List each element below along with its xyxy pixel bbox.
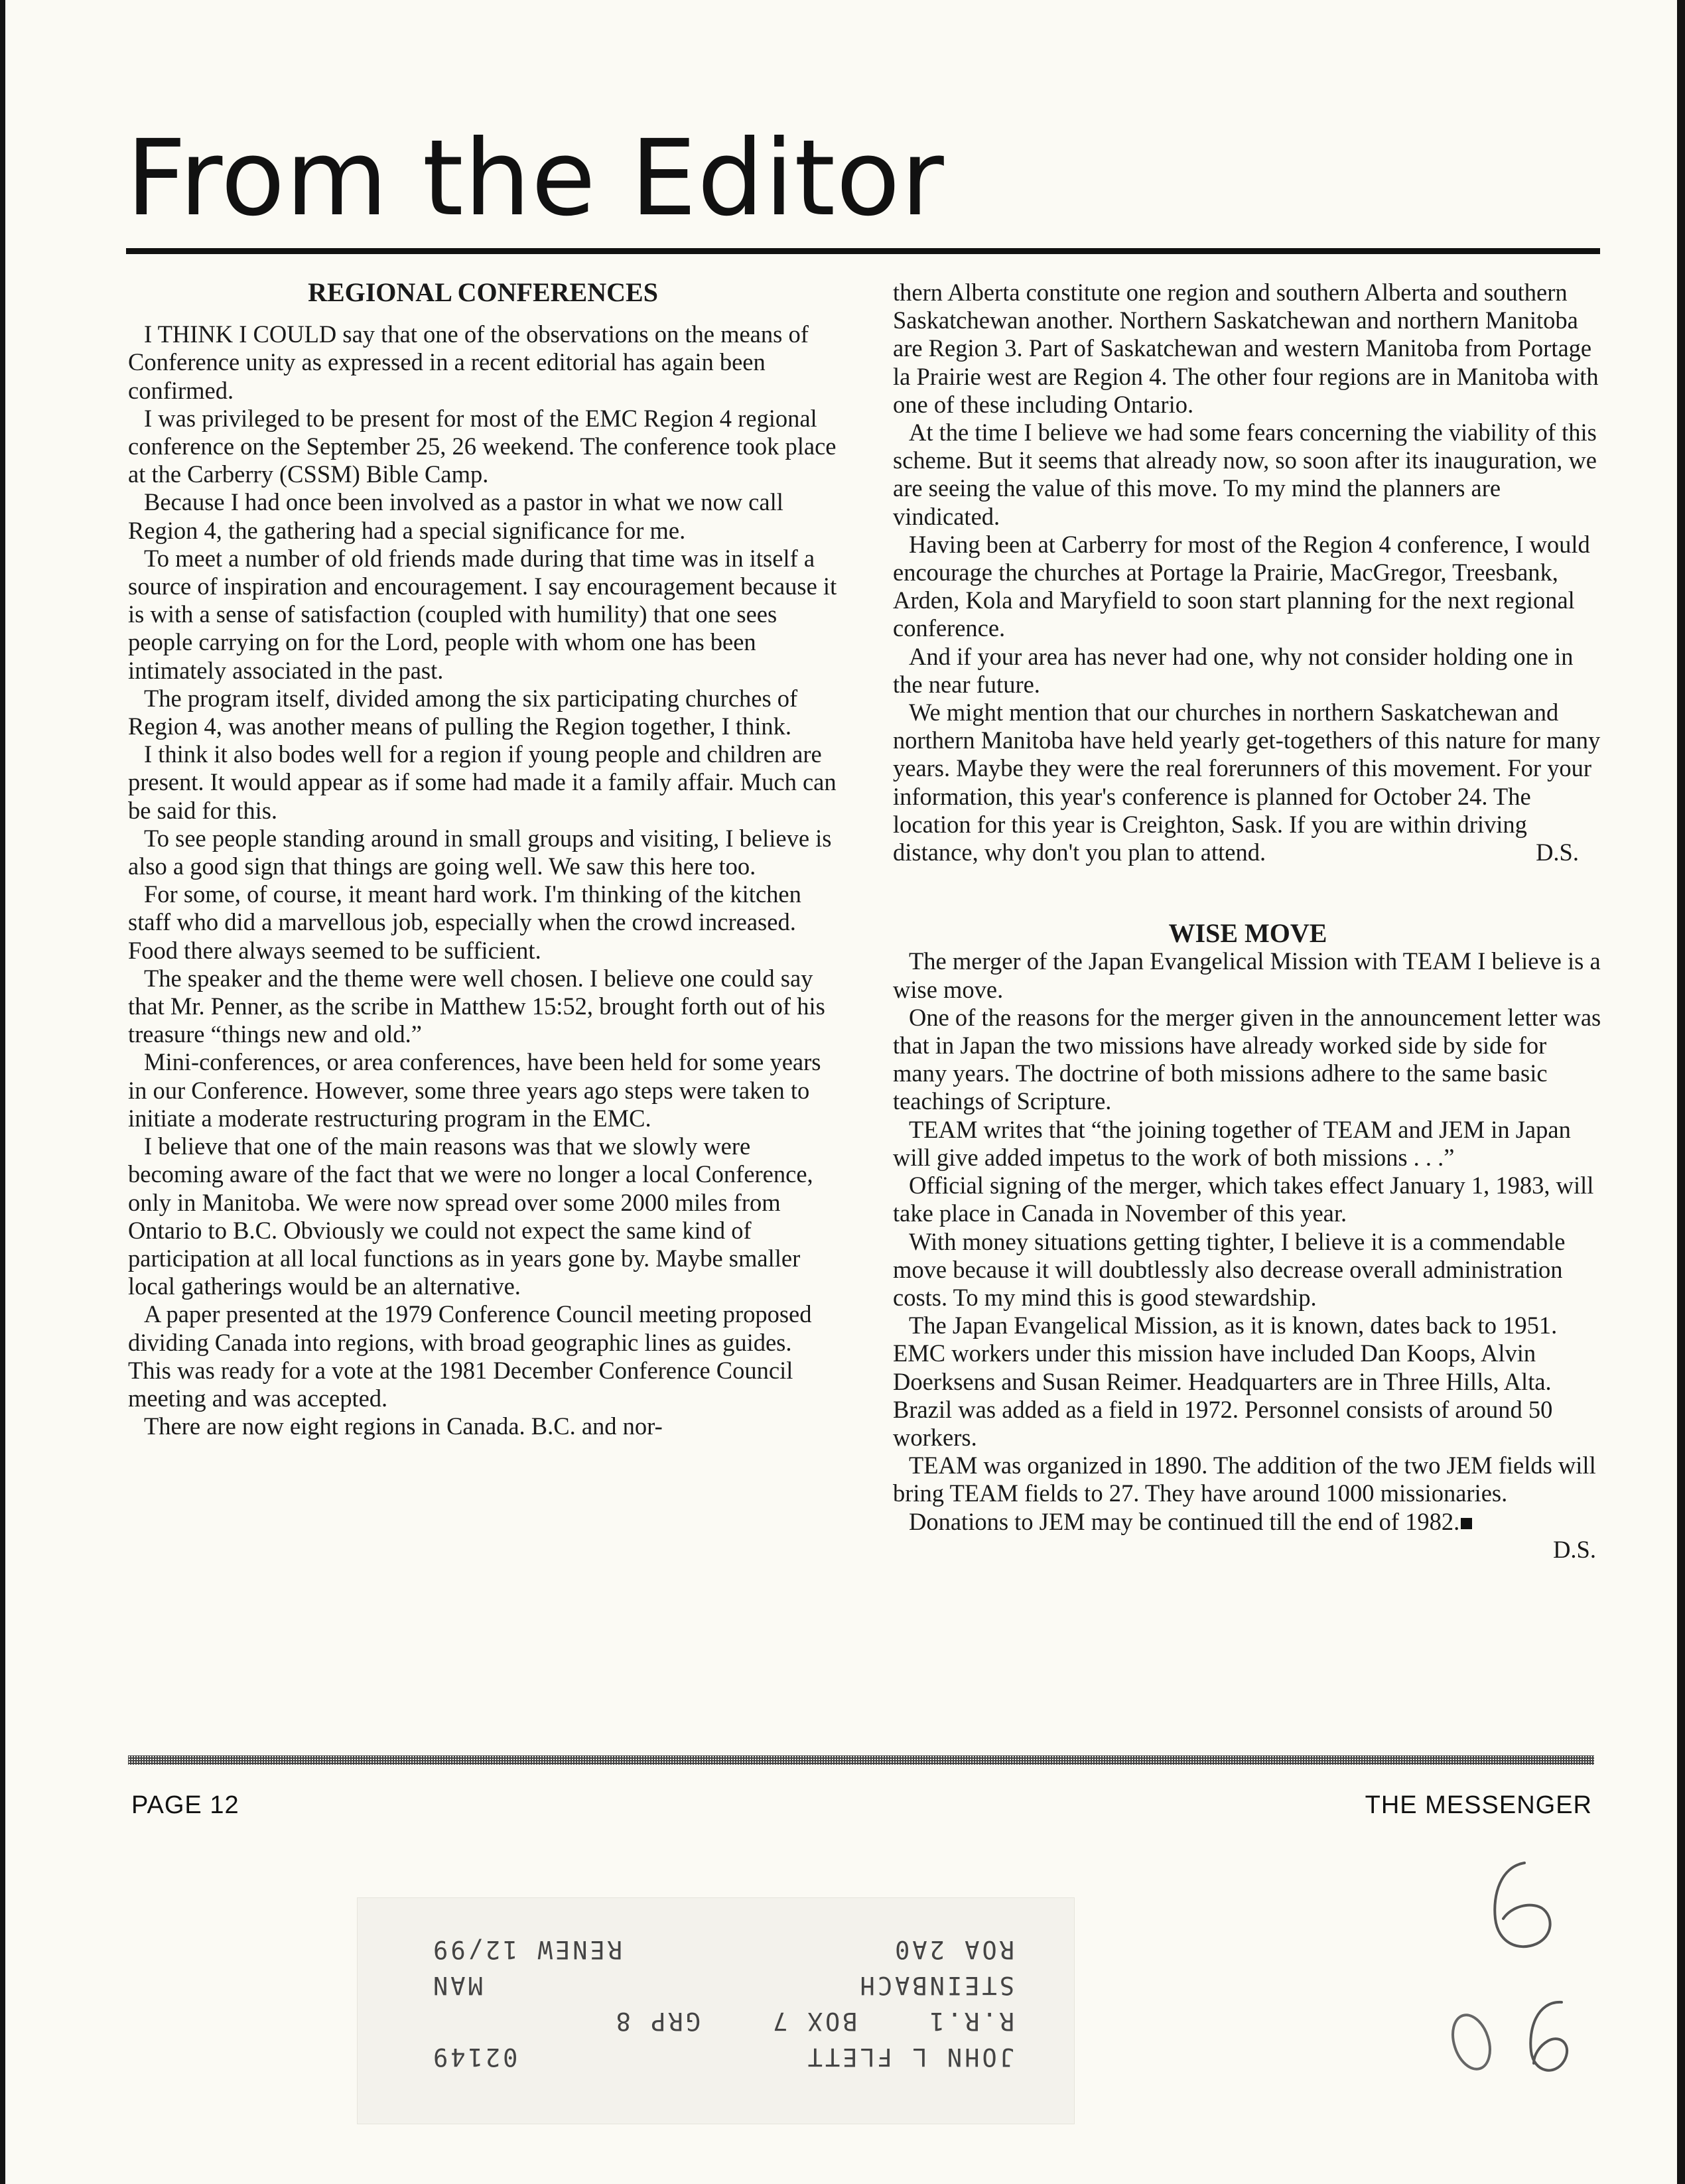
paragraph: The program itself, divided among the six participating churches of Region 4, was another means of pulling the Region together, I think.	[128, 684, 798, 740]
label-line	[431, 2003, 1014, 2039]
paragraph: I think it also bodes well for a region if young people and children are present. It would appear as if some had made it a family affair. Much can be said for this.	[128, 740, 837, 824]
paragraph: Because I had once been involved as a pastor in what we now call Region 4, the gathering had a special significance for me.	[128, 488, 783, 544]
paragraph: One of the reasons for the merger given in the announcement letter was that in Japan the two missions have already worked side by side for many years. The doctrine of both missions adhere to the same basic teachings of Scripture.	[893, 1003, 1601, 1115]
left-column	[128, 279, 838, 1440]
paragraph: And if your area has never had one, why not consider holding one in the near future.	[893, 642, 1574, 698]
footer-rule	[128, 1755, 1594, 1765]
paragraph-with-signoff	[893, 699, 1603, 866]
editor-initials: D.S.	[1553, 1535, 1596, 1563]
paragraph: Official signing of the merger, which takes effect January 1, 1983, will take place in Canada in November of this year.	[893, 1172, 1594, 1227]
paragraph: There are now eight regions in Canada. B.C. and nor-	[144, 1412, 663, 1440]
handwritten-marks	[1432, 1844, 1578, 2090]
paragraph-text: We might mention that our churches in northern Saskatchewan and northern Manitoba have held yearly get-togethers of this nature for many years. Maybe they were the real forerunners of this movement. For your information, this year's conference is planned for October 24. The location for this year is Creighton, Sask. If you are within driving distance, why don't you plan to attend.	[893, 699, 1601, 866]
page-title: From the Editor	[126, 117, 945, 239]
mailing-label-text	[431, 1931, 1014, 2075]
label-renewal: RENEW 12/99	[431, 1935, 623, 1964]
page-number: PAGE 12	[131, 1791, 239, 1819]
label-account-number: 02149	[431, 2043, 518, 2071]
paragraph: Having been at Carberry for most of the Region 4 conference, I would encourage the churches at Portage la Prairie, MacGregor, Treesbank, Arden, Kola and Maryfield to soon start planning for the next regional conference.	[893, 530, 1590, 642]
label-line	[431, 2039, 1014, 2075]
paragraph: To see people standing around in small groups and visiting, I believe is also a good sign that things are going well. We saw this here too.	[128, 824, 832, 880]
magazine-page	[5, 0, 1677, 2184]
paragraph: I THINK I COULD say that one of the observations on the means of Conference unity as expressed in a recent editorial has again been confirmed.	[128, 320, 809, 404]
paragraph: Mini-conferences, or area conferences, have been held for some years in our Conference. However, some three years ago steps were taken to initiate a moderate restructuring program in the EMC.	[128, 1048, 821, 1132]
label-postal-code: ROA 2A0	[892, 1935, 1014, 1964]
publication-name: THE MESSENGER	[1365, 1791, 1592, 1819]
paragraph: The merger of the Japan Evangelical Mission with TEAM I believe is a wise move.	[893, 947, 1601, 1003]
paragraph: The Japan Evangelical Mission, as it is known, dates back to 1951. EMC workers under this mission have included Dan Koops, Alvin Doerksens and Susan Reimer. Headquarters are in Three Hills, Alta. Brazil was added as a field in 1972. Personnel consists of around 50 workers.	[893, 1312, 1558, 1451]
paragraph: TEAM was organized in 1890. The addition of the two JEM fields will bring TEAM fields to 27. They have around 1000 missionaries.	[893, 1452, 1596, 1507]
paragraph: I was privileged to be present for most of the EMC Region 4 regional conference on the September 25, 26 weekend. The conference took place at the Carberry (CSSM) Bible Camp.	[128, 404, 837, 488]
label-name: JOHN L FLETT	[805, 2043, 1014, 2071]
label-province: MAN	[431, 1971, 483, 2000]
label-route: R.R.1 BOX 7 GRP 8	[613, 2007, 1014, 2035]
title-rule	[126, 248, 1600, 254]
wise-move-heading: WISE MOVE	[1168, 918, 1327, 949]
end-mark-icon	[1461, 1518, 1472, 1529]
label-line	[431, 1931, 1014, 1967]
paragraph	[893, 1508, 1603, 1536]
paragraph-text: Donations to JEM may be continued till the end of 1982.	[909, 1507, 1460, 1535]
continued-paragraph: thern Alberta constitute one region and southern Alberta and southern Saskatchewan another. Northern Saskatchewan and northern Manitoba are Region 3. Part of Saskatchewan and western Manitoba from Portage la Prairie west are Region 4. The other four regions are in Manitoba with one of these including Ontario.	[893, 279, 1599, 418]
paragraph: At the time I believe we had some fears concerning the viability of this scheme. But it seems that already now, so soon after its inauguration, we are seeing the value of this move. To my mind the planners are vindicated.	[893, 419, 1597, 530]
paragraph: For some, of course, it meant hard work. I'm thinking of the kitchen staff who did a marvellous job, especially when the crowd increased. Food there always seemed to be sufficient.	[128, 880, 801, 964]
editor-initials: D.S.	[1536, 839, 1579, 866]
label-line	[431, 1967, 1014, 2003]
label-town: STEINBACH	[857, 1971, 1014, 2000]
regional-conferences-heading: REGIONAL CONFERENCES	[308, 277, 658, 307]
paragraph: With money situations getting tighter, I believe it is a commendable move because it will doubtlessly also decrease overall administration costs. To my mind this is good stewardship.	[893, 1227, 1566, 1311]
paragraph: I believe that one of the main reasons was that we slowly were becoming aware of the fact that we were no longer a local Conference, only in Manitoba. We were now spread over some 2000 miles from Ontario to B.C. Obviously we could not expect the same kind of participation at all local functions as in years gone by. Maybe smaller local gatherings would be an alternative.	[128, 1132, 813, 1300]
paragraph: To meet a number of old friends made during that time was in itself a source of inspiration and encouragement. I say encouragement because it is with a sense of satisfaction (coupled with humility) that one sees people carrying on for the Lord, people with whom one has been intimately associated in the past.	[128, 544, 837, 684]
wise-move-section	[893, 920, 1603, 1564]
paragraph: A paper presented at the 1979 Conference Council meeting proposed dividing Canada into regions, with broad geographic lines as guides. This was ready for a vote at the 1981 December Conference Council meeting and was accepted.	[128, 1300, 812, 1412]
paragraph: The speaker and the theme were well chosen. I believe one could say that Mr. Penner, as the scribe in Matthew 15:52, brought forth out of his treasure “things new and old.”	[128, 964, 825, 1048]
right-column	[893, 279, 1603, 1564]
mailing-label	[357, 1897, 1075, 2124]
paragraph: TEAM writes that “the joining together of TEAM and JEM in Japan will give added impetus to the work of both missions . . .”	[893, 1115, 1571, 1171]
